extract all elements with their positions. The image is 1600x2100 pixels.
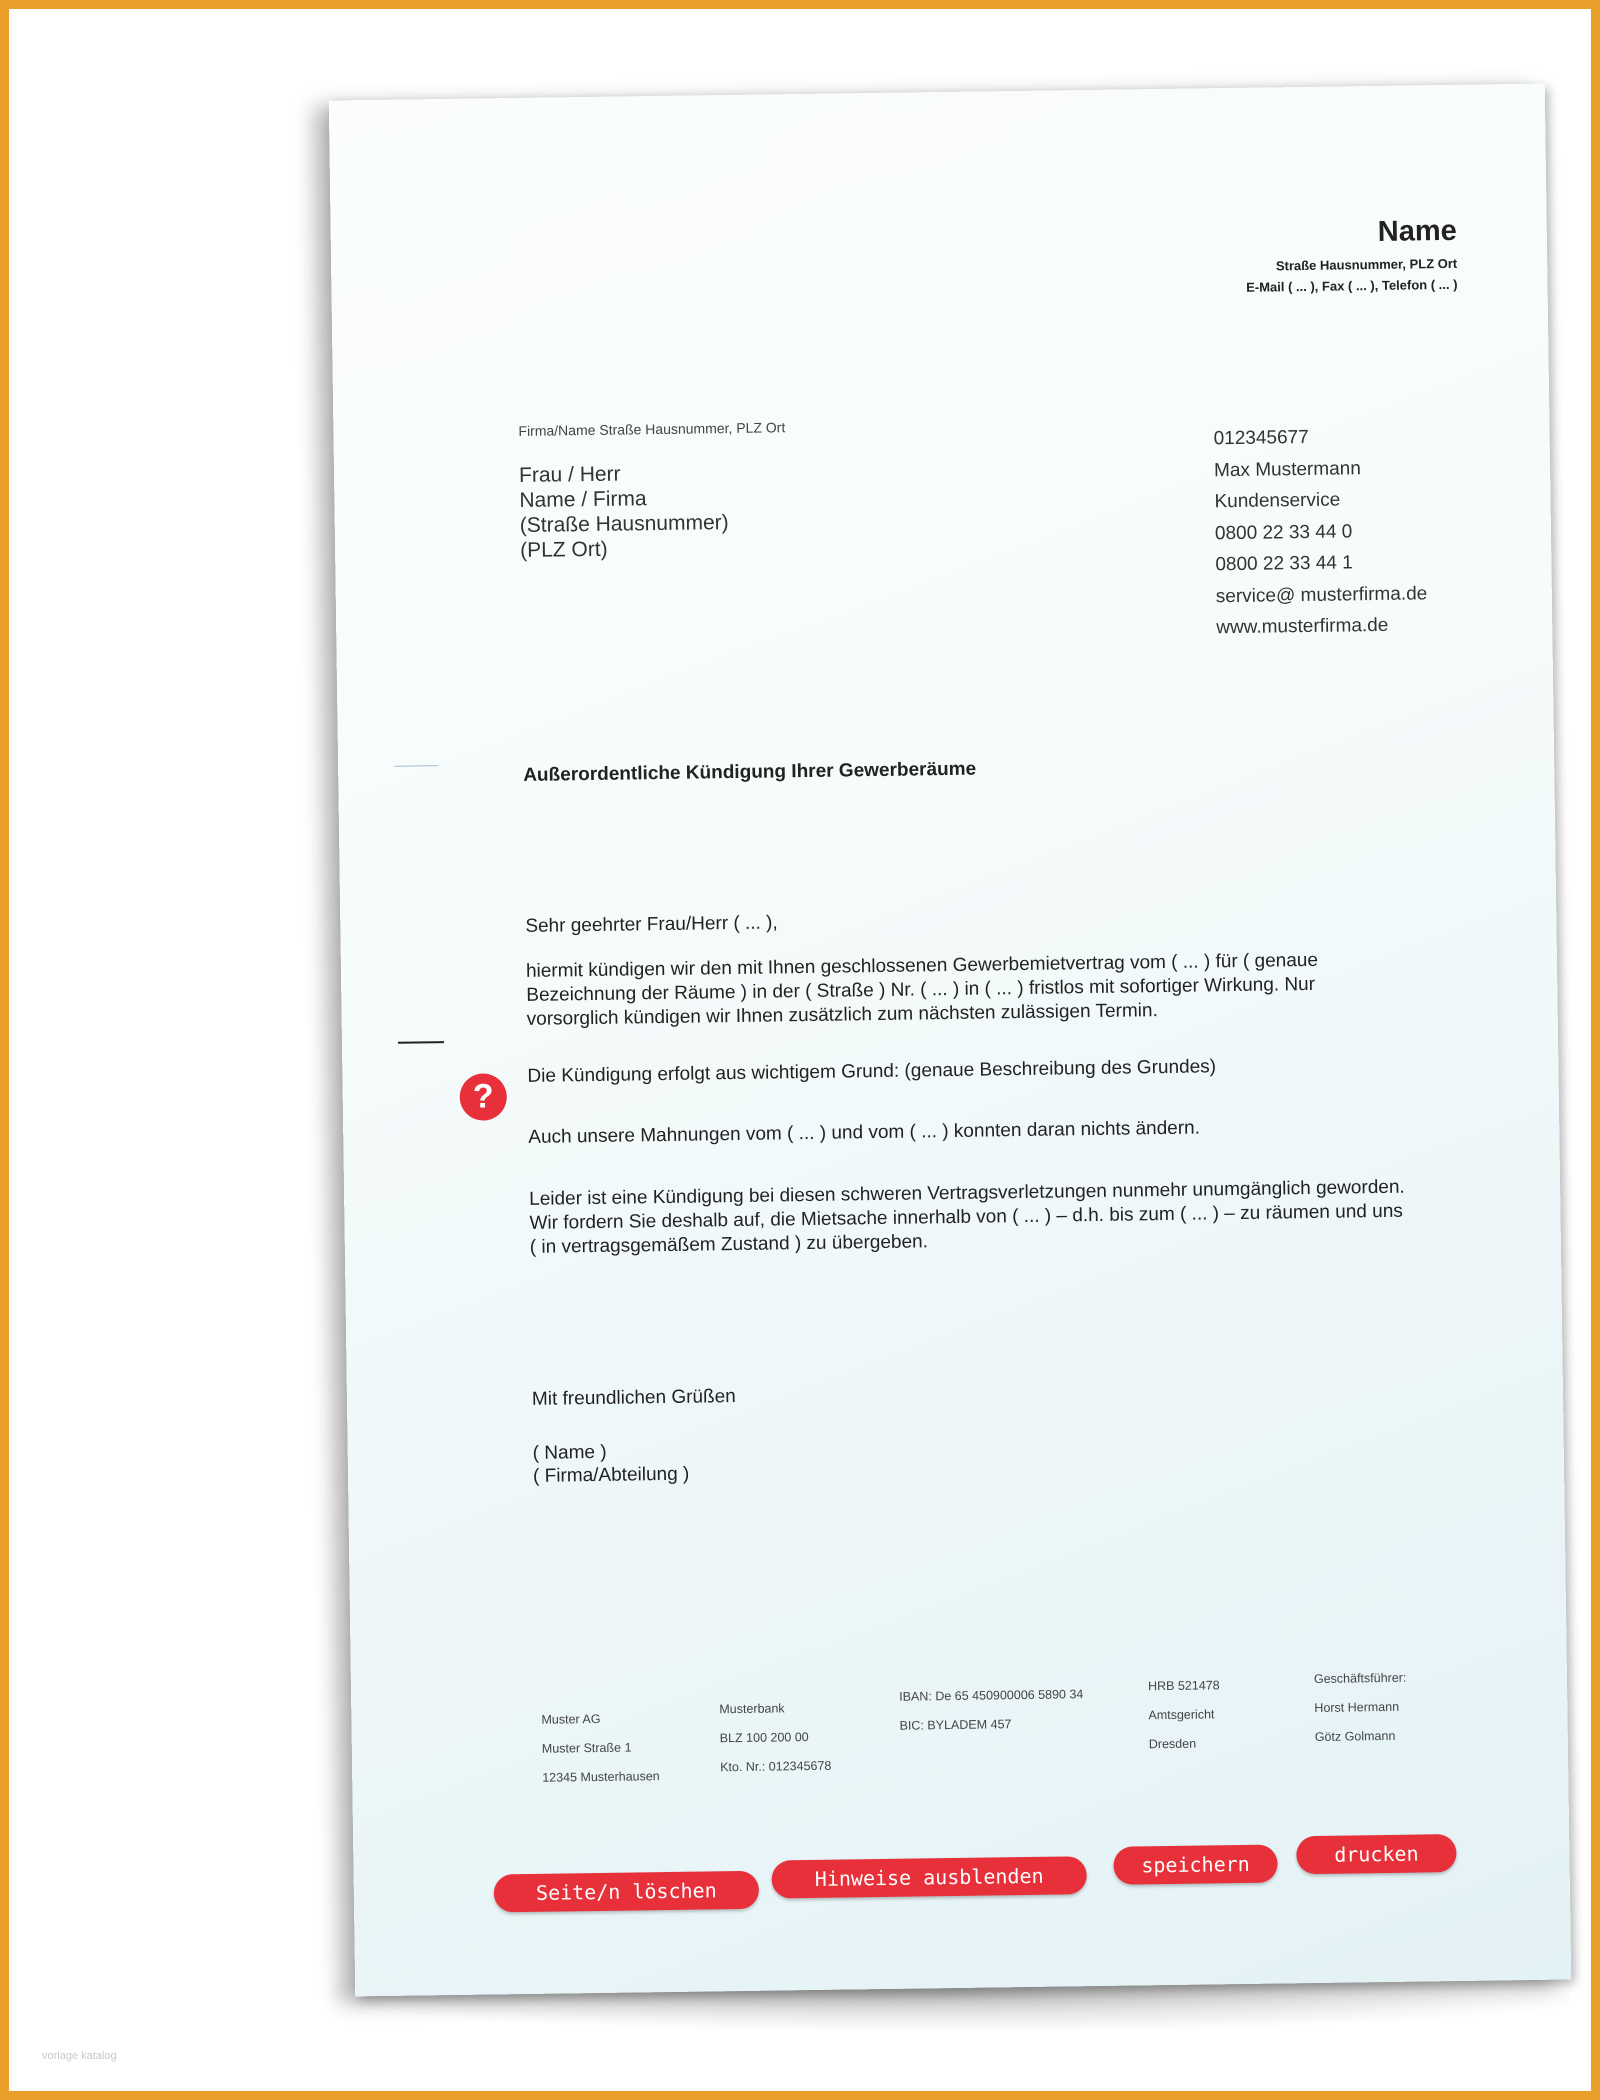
info-reference: 012345677 [1213,426,1309,450]
info-phone: 0800 22 33 44 0 [1214,520,1353,544]
hide-hints-button[interactable]: Hinweise ausblenden [771,1856,1086,1898]
save-button[interactable]: speichern [1113,1845,1278,1885]
print-button[interactable]: drucken [1296,1834,1457,1874]
info-website: www.musterfirma.de [1216,614,1389,639]
fold-mark [394,765,438,767]
info-block [1213,420,1428,643]
sender-block [1245,215,1457,295]
sender-name: Name [1377,214,1457,248]
footer-line: BLZ 100 200 00 [719,1730,809,1746]
footer-line: Musterbank [719,1701,785,1717]
info-email: service@ musterfirma.de [1215,582,1428,607]
signature-block [533,1430,1414,1488]
footer-line: Dresden [1148,1736,1197,1752]
letter-paragraph: Leider ist eine Kündigung bei diesen schweren Vertragsverletzungen nunmehr unumgänglich geworden. Wir fordern Sie deshalb auf, die Mietsache innerhalb von ( ... ) – d.h. bis zum ( ... ) – zu räumen und uns ( in vertragsgemäßem Zustand ) zu übergeben. [529,1176,1405,1258]
footer-line: 12345 Musterhausen [542,1769,660,1785]
sender-contact: E-Mail ( ... ), Fax ( ... ), Telefon ( ... ) [1246,276,1458,295]
letter-paragraph: Die Kündigung erfolgt aus wichtigem Grund: (genaue Beschreibung des Grundes) [527,1056,1217,1087]
footer-management [1314,1664,1408,1752]
footer-line: HRB 521478 [1147,1678,1220,1694]
footer-line: Götz Golmann [1314,1728,1396,1744]
footer-bank [719,1694,831,1783]
letter-paragraph: Auch unsere Mahnungen vom ( ... ) und vom ( ... ) konnten daran nichts ändern. [528,1117,1201,1148]
footer-line: IBAN: De 65 450900006 5890 34 [899,1687,1084,1704]
signature-name: ( Name ) [532,1441,607,1464]
recipient-line: Name / Firma [519,487,647,512]
signature-department: ( Firma/Abteilung ) [532,1463,690,1487]
info-contact-person: Max Mustermann [1213,457,1361,481]
footer-line: Kto. Nr.: 012345678 [720,1758,832,1775]
footer-line: Muster Straße 1 [541,1740,632,1756]
letter-paragraph: hiermit kündigen wir den mit Ihnen geschlossenen Gewerbemietvertrag vom ( ... ) für ( genaue Bezeichnung der Räume ) in der ( Straße ) Nr. ( ... ) in ( ... ) fristlos mit sofortiger Wirkung. Nur vorsorglich kündigen wir Ihnen zusätzlich zum nächsten zulässigen Termin. [525,949,1319,1030]
info-department: Kundenservice [1214,489,1341,513]
info-fax: 0800 22 33 44 1 [1215,552,1353,576]
letter-greeting: Sehr geehrter Frau/Herr ( ... ), [525,912,778,937]
recipient-block [519,460,729,563]
footer-line: BIC: BYLADEM 457 [899,1717,1012,1733]
footer-register [1148,1671,1221,1759]
return-address: Firma/Name Straße Hausnummer, PLZ Ort [518,419,786,439]
footer-iban [899,1680,1084,1741]
letter-page [329,84,1571,1997]
footer-line: Horst Hermann [1314,1699,1400,1715]
watermark-text: vorlage katalog [42,2050,117,2062]
recipient-line: (PLZ Ort) [519,537,608,562]
hole-mark [398,1041,444,1044]
recipient-line: Frau / Herr [518,462,621,487]
delete-pages-button[interactable]: Seite/n löschen [494,1871,760,1913]
footer-company [541,1704,660,1793]
letter-closing: Mit freundlichen Grüßen [531,1386,736,1410]
letter-subject: Außerordentliche Kündigung Ihrer Gewerberäume [523,758,977,786]
footer-line: Amtsgericht [1148,1707,1215,1723]
sender-address: Straße Hausnummer, PLZ Ort [1275,255,1458,274]
recipient-line: (Straße Hausnummer) [519,511,729,537]
footer-line: Geschäftsführer: [1313,1670,1407,1686]
help-question-icon[interactable]: ? [459,1073,507,1121]
footer-line: Muster AG [541,1711,601,1727]
